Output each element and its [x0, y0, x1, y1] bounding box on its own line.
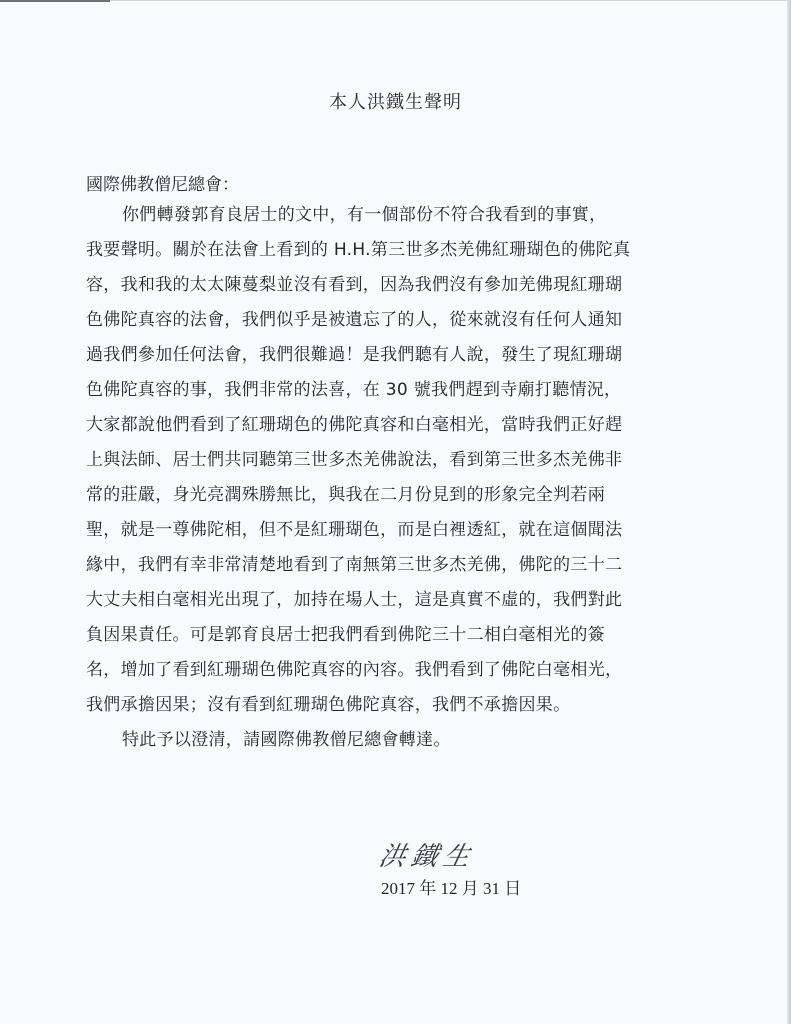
handwritten-signature: 洪鐵生: [376, 842, 479, 872]
scan-edge-right: [787, 0, 791, 1024]
salutation: 國際佛教僧尼總會：: [86, 175, 239, 195]
body-line: 我們承擔因果；沒有看到紅珊瑚色佛陀真容，我們不承擔因果。: [86, 695, 571, 715]
body-line: 聖，就是一尊佛陀相，但不是紅珊瑚色，而是白裡透紅，就在這個聞法: [86, 520, 623, 540]
document-title: 本人洪鐵生聲明: [329, 92, 462, 113]
body-line: 色佛陀真容的事，我們非常的法喜，在 30 號我們趕到寺廟打聽情況，: [86, 380, 622, 400]
closing-line: 特此予以澄清，請國際佛教僧尼總會轉達。: [122, 730, 451, 750]
body-line: 常的莊嚴，身光亮潤殊勝無比，與我在二月份見到的形象完全判若兩: [86, 485, 605, 505]
statement-body: [86, 203, 706, 763]
body-line: 緣中，我們有幸非常清楚地看到了南無第三世多杰羌佛，佛陀的三十二: [86, 555, 623, 575]
scan-edge-top: [0, 0, 110, 2]
body-line: 上與法師、居士們共同聽第三世多杰羌佛說法，看到第三世多杰羌佛非: [86, 450, 623, 470]
body-line: 大家都說他們看到了紅珊瑚色的佛陀真容和白毫相光，當時我們正好趕: [86, 415, 623, 435]
body-line: 你們轉發郭育良居士的文中，有一個部份不符合我看到的事實，: [122, 205, 607, 225]
body-line: 名，增加了看到紅珊瑚色佛陀真容的內容。我們看到了佛陀白毫相光，: [86, 660, 623, 680]
body-line: 色佛陀真容的法會，我們似乎是被遺忘了的人，從來就沒有任何人通知: [86, 310, 623, 330]
body-line: 過我們參加任何法會，我們很難過！是我們聽有人說，發生了現紅珊瑚: [86, 345, 623, 365]
body-line: 容，我和我的太太陳蔓梨並沒有看到，因為我們沒有參加羌佛現紅珊瑚: [86, 275, 623, 295]
body-line: 大丈夫相白毫相光出現了，加持在場人士，這是真實不虛的，我們對此: [86, 590, 623, 610]
signature-date: 2017 年 12 月 31 日: [381, 879, 522, 898]
scan-edge-top-line: [110, 0, 790, 1]
body-line: 負因果責任。可是郭育良居士把我們看到佛陀三十二相白毫相光的簽: [86, 625, 605, 645]
body-line: 我要聲明。關於在法會上看到的 H.H.第三世多杰羌佛紅珊瑚色的佛陀真: [86, 240, 631, 260]
